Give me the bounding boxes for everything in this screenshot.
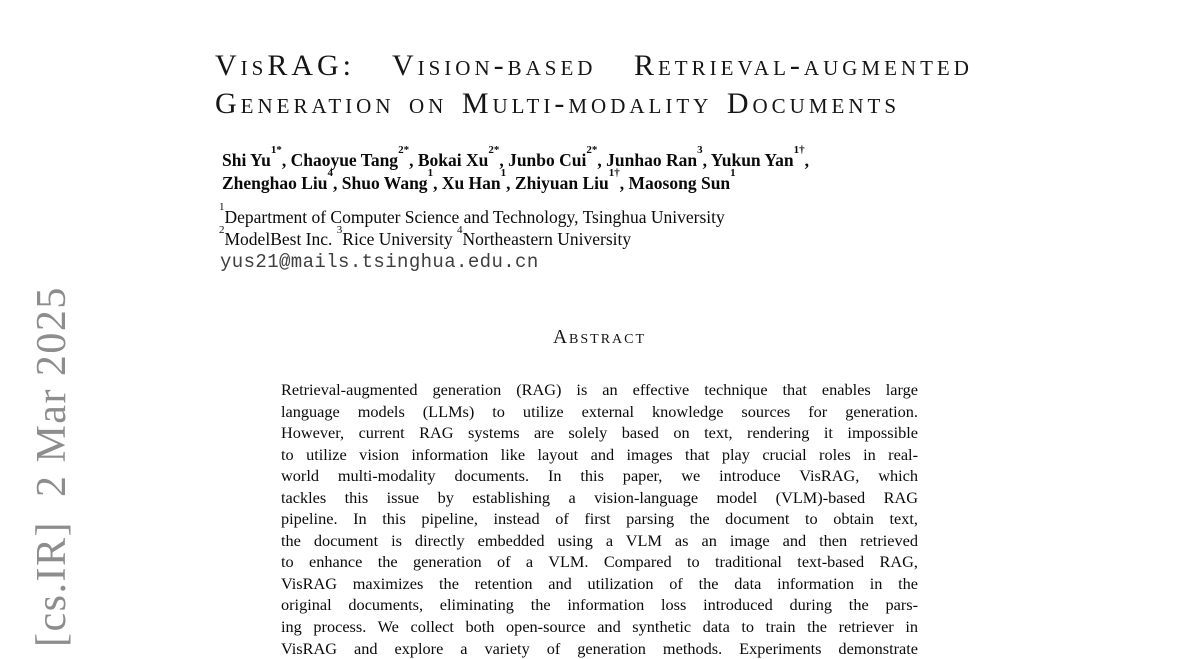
abstract-line: language models (LLMs) to utilize external knowledge sources for generation. — [281, 401, 918, 421]
abstract-body — [281, 379, 918, 659]
author-separator: , — [409, 150, 418, 170]
abstract-line: However, current RAG systems are solely based on text, rendering it impossible — [281, 423, 918, 443]
author — [606, 144, 711, 170]
arxiv-watermark: [cs.IR] 2 Mar 2025 — [29, 286, 75, 647]
author-affiliation-marker: 1 — [730, 167, 736, 180]
abstract-heading: Abstract — [552, 327, 647, 348]
author-separator: , — [804, 150, 809, 170]
affiliation-line — [219, 223, 939, 250]
author-name: Shi Yu — [222, 150, 271, 170]
author-affiliation-marker: 2* — [586, 144, 598, 157]
affiliation-marker: 2 — [219, 223, 225, 236]
author — [222, 144, 291, 170]
author-name: Zhenghao Liu — [222, 173, 328, 193]
author-separator: , — [333, 173, 342, 193]
abstract-line: ing process. We collect both open-source and synthetic data to train the retriever in — [281, 617, 918, 637]
author-affiliation-marker: 2* — [398, 144, 410, 157]
author-affiliation-marker: 1† — [608, 167, 620, 180]
author-name: Chaoyue Tang — [290, 150, 399, 170]
affiliation-list — [219, 201, 939, 251]
author-affiliation-marker: 3 — [697, 144, 703, 157]
author-separator: , — [499, 150, 509, 170]
author — [514, 167, 629, 193]
abstract-line: VisRAG maximizes the retention and utilization of the data information in the — [281, 573, 918, 593]
author-name: Zhiyuan Liu — [514, 173, 609, 193]
author — [508, 144, 607, 170]
author-name: Xu Han — [441, 173, 501, 193]
paper-title-line-2: Generation on Multi-modality Documents — [215, 87, 901, 120]
affiliation-text: Rice University — [342, 229, 457, 250]
author — [441, 167, 515, 193]
author-name: Yukun Yan — [710, 150, 794, 170]
affiliation-marker: 3 — [336, 223, 343, 236]
affiliation-text: ModelBest Inc. — [224, 229, 337, 250]
author — [710, 144, 809, 170]
abstract-line: tackles this issue by establishing a vision-language model (VLM)-based RAG — [281, 487, 918, 507]
author-separator: , — [506, 173, 515, 193]
author-affiliation-marker: 2* — [488, 144, 500, 157]
author — [222, 167, 342, 193]
affiliation-text: Northeastern University — [462, 229, 632, 250]
affiliation-marker: 1 — [219, 201, 225, 214]
author-name: Shuo Wang — [341, 173, 428, 193]
author-affiliation-marker: 4 — [327, 167, 334, 180]
abstract-line: to enhance the generation of a VLM. Compared to traditional text-based RAG, — [281, 552, 918, 572]
author-affiliation-marker: 1* — [270, 144, 282, 157]
author — [290, 144, 418, 170]
author-name: Junbo Cui — [508, 150, 587, 170]
abstract-line: the document is directly embedded using a VLM as an image and then retrieved — [281, 530, 918, 550]
abstract-line: VisRAG and explore a variety of generation methods. Experiments demonstrate — [281, 638, 918, 658]
paper-title-line-1: VisRAG: Vision-based Retrieval-augmented — [215, 49, 973, 82]
author-affiliation-marker: 1 — [427, 167, 434, 180]
author-separator: , — [702, 150, 711, 170]
author-affiliation-marker: 1† — [793, 144, 805, 157]
affiliation-line — [219, 201, 939, 228]
paper-title — [215, 47, 995, 123]
abstract-line: Retrieval-augmented generation (RAG) is an effective technique that enables large — [281, 380, 918, 399]
contact-email: yus21@mails.tsinghua.edu.cn — [220, 251, 539, 273]
author-separator: , — [433, 173, 442, 193]
author-separator: , — [597, 150, 607, 170]
author-separator: , — [619, 173, 629, 193]
author-affiliation-marker: 1 — [500, 167, 507, 180]
author-name: Maosong Sun — [628, 173, 731, 193]
author-separator: , — [281, 150, 291, 170]
abstract-line: to utilize vision information like layout and images that play crucial roles in real- — [281, 444, 918, 464]
abstract-line: pipeline. In this pipeline, instead of first parsing the document to obtain text, — [281, 509, 918, 529]
author-list — [222, 144, 942, 195]
abstract-line: original documents, eliminating the information loss introduced during the pars- — [281, 595, 918, 615]
abstract-line: world multi-modality documents. In this paper, we introduce VisRAG, which — [281, 466, 918, 486]
author — [628, 167, 736, 193]
affiliation-marker: 4 — [456, 223, 463, 236]
author-name: Bokai Xu — [417, 150, 489, 170]
author-name: Junhao Ran — [606, 150, 698, 170]
affiliation-text: Department of Computer Science and Technology, Tsinghua University — [224, 207, 725, 227]
author — [341, 167, 442, 193]
